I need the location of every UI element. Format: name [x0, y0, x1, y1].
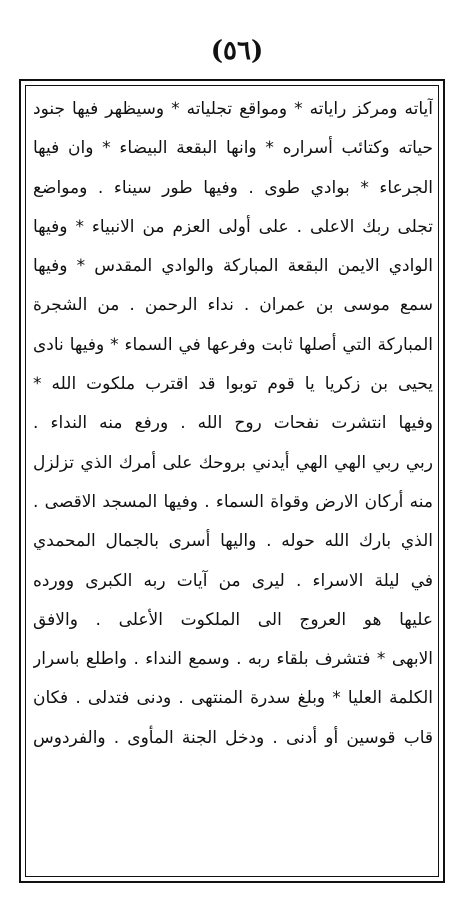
text-line: قاب قوسين أو أدنى . ودخل الجنة المأوى . والفردوس [33, 727, 433, 748]
page-number: (٥٦) [210, 36, 264, 66]
text-line: الذي بارك الله حوله . واليها أسرى بالجمال المحمدي [33, 531, 433, 552]
text-line: الكلمة العليا * وبلغ سدرة المنتهى . ودنى فتدلى . فكان [33, 688, 433, 709]
text-line: ربي ربي الهي الهي أيدني بروحك على أمرك الذي تزلزل [33, 452, 433, 473]
text-line: في ليلة الاسراء . ليرى من آيات ربه الكبرى وورده [33, 570, 433, 591]
text-line: وفيها انتشرت نفحات روح الله . ورفع منه النداء . [33, 413, 433, 434]
text-body [33, 90, 433, 758]
text-line: آياته ومركز راياته * ومواقع تجلياته * وسيظهر فيها جنود [33, 99, 433, 119]
text-line: حياته وكتائب أسراره * وانها البقعة البيضاء * وان فيها [33, 138, 433, 159]
text-line: تجلى ربك الاعلى . على أولى العزم من الانبياء * وفيها [33, 216, 433, 237]
text-line: منه أركان الارض وقواة السماء . وفيها المسجد الاقصى . [33, 491, 433, 512]
text-line: الابهى * فتشرف بلقاء ربه . وسمع النداء . واطلع باسرار [33, 649, 433, 670]
text-line: الجرعاء * بوادي طوى . وفيها طور سيناء . ومواضع [33, 177, 433, 198]
text-line: سمع موسى بن عمران . نداء الرحمن . من الشجرة [33, 295, 433, 316]
text-line: عليها هو العروج الى الملكوت الأعلى . والافق [33, 609, 433, 630]
text-line: الوادي الايمن البقعة المباركة والوادي المقدس * وفيها [33, 256, 433, 277]
text-line: يحيى بن زكريا يا قوم توبوا قد اقترب ملكوت الله * [33, 374, 433, 395]
text-line: المباركة التي أصلها ثابت وفرعها في السماء * وفيها نادى [33, 334, 433, 355]
